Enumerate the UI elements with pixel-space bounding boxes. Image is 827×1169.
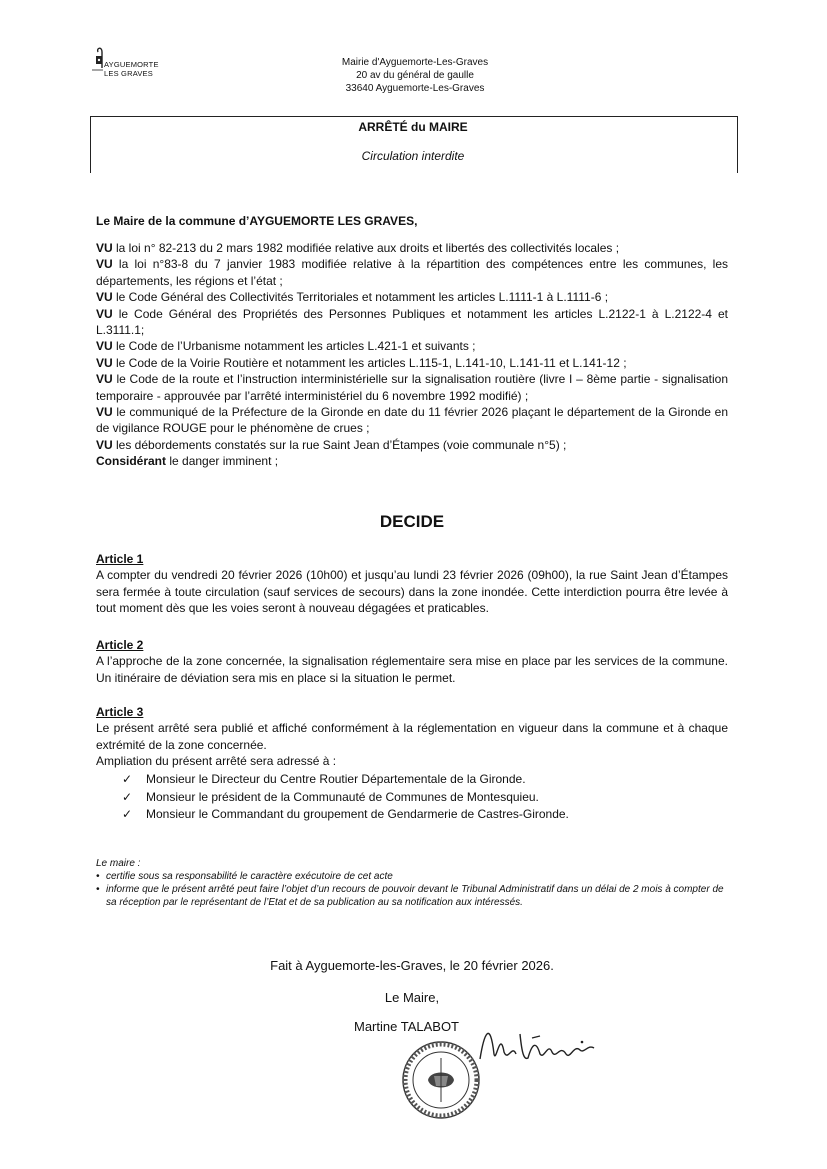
bullet-icon: • <box>96 884 100 895</box>
mairie-name: Mairie d'Ayguemorte-Les-Graves <box>341 57 489 68</box>
article-2 <box>96 637 728 686</box>
mairie-street: 20 av du général de gaulle <box>356 70 474 81</box>
decide-heading: DECIDE <box>379 512 445 531</box>
article-3-body: Le présent arrêté sera publié et affiché conformément à la réglementation en vigueur dans la commune et à chaque extrémité de la zone concernée. <box>96 721 728 752</box>
ampliation-list <box>122 771 722 824</box>
note-item: • informe que le présent arrêté peut faire l’objet d’un recours de pouvoir devant le Tribunal Administratif dans un délai de 2 mois à compter de sa réception par le représentant de l’Etat et de sa publication au sa notification aux intéressés. <box>96 884 724 908</box>
visa-item: VU le Code Général des Propriétés des Personnes Publiques et notamment les articles L.2122-1 à L.2122-4 et L.3111.1; <box>96 306 728 338</box>
notes-heading: Le maire : <box>96 858 141 869</box>
visa-item: VU le Code de l’Urbanisme notamment les articles L.421-1 et suivants ; <box>96 339 476 354</box>
signatory-name: Martine TALABOT <box>354 1019 459 1034</box>
article-1-title: Article 1 <box>96 552 144 566</box>
checkmark-icon: ✓ <box>122 772 133 786</box>
arrete-subtitle: Circulation interdite <box>361 149 465 163</box>
visa-item: VU les débordements constatés sur la rue Saint Jean d’Étampes (voie communale n°5) ; <box>96 437 567 452</box>
article-3-title: Article 3 <box>96 705 144 719</box>
considerant-item: Considérant le danger imminent ; <box>96 454 279 469</box>
logo-text <box>104 60 159 78</box>
article-1 <box>96 551 728 617</box>
bullet-icon: • <box>96 871 100 882</box>
checkmark-icon: ✓ <box>122 789 133 804</box>
fait-a-line: Fait à Ayguemorte-les-Graves, le 20 février 2026. <box>270 958 554 973</box>
mairie-city: 33640 Ayguemorte-Les-Graves <box>345 83 485 94</box>
article-1-body: A compter du vendredi 20 février 2026 (10h00) et jusqu’au lundi 23 février 2026 (09h00), la rue Saint Jean d’Étampes sera fermée à toute circulation (sauf services de secours) dans la zone inondée. Cette interdiction pourra être levée à tout moment dès que les voies seront à nouveau dégagées et praticables. <box>96 568 728 616</box>
legal-notes <box>96 857 728 909</box>
arrete-title: ARRÊTÉ du MAIRE <box>358 120 468 134</box>
ampliation-item: ✓ Monsieur le Directeur du Centre Routier Départementale de la Gironde. <box>122 771 722 789</box>
visa-item: VU le communiqué de la Préfecture de la Gironde en date du 11 février 2026 plaçant le département de la Gironde en de vigilance ROUGE pour le phénomène de crues ; <box>96 405 728 436</box>
article-2-title: Article 2 <box>96 638 144 652</box>
logo-text-line2: LES GRAVES <box>104 69 153 78</box>
handwritten-signature <box>470 1014 610 1074</box>
ampliation-item: ✓ Monsieur le Commandant du groupement de Gendarmerie de Castres-Gironde. <box>122 806 722 824</box>
note-item: • certifie sous sa responsabilité le caractère exécutoire de cet acte <box>96 871 393 882</box>
article-3 <box>96 704 728 770</box>
visa-item: VU la loi n° 82-213 du 2 mars 1982 modifiée relative aux droits et libertés des collectivités locales ; <box>96 241 620 255</box>
ampliation-item: ✓ Monsieur le président de la Communauté de Communes de Montesquieu. <box>122 789 722 807</box>
checkmark-icon: ✓ <box>122 807 133 821</box>
mairie-address <box>300 56 530 95</box>
signatory-role: Le Maire, <box>384 990 440 1005</box>
article-2-body: A l’approche de la zone concernée, la signalisation réglementaire sera mise en place par les services de la commune. Un itinéraire de déviation sera mis en place si la situation le permet. <box>96 654 728 685</box>
visa-item: VU le Code Général des Collectivités Territoriales et notamment les articles L.1111-1 à L.1111-6 ; <box>96 290 609 305</box>
ampliation-intro: Ampliation du présent arrêté sera adressé à : <box>96 754 337 769</box>
visa-item: VU le Code de la route et l’instruction interministérielle sur la signalisation routière (livre I – 8ème partie - signalisation temporaire - approuvée par l’arrêté interministériel du 6 novembre 1992 modifié) ; <box>96 372 728 403</box>
visa-item: VU la loi n°83-8 du 7 janvier 1983 modifiée relative à la répartition des compétences entre les communes, les départements, les régions et l’état ; <box>96 257 728 288</box>
intro-line: Le Maire de la commune d’AYGUEMORTE LES GRAVES, <box>96 214 418 228</box>
visas-block <box>96 240 728 470</box>
visa-item: VU le Code de la Voirie Routière et notamment les articles L.115-1, L.141-10, L.141-11 et L.141-12 ; <box>96 355 627 370</box>
logo-text-line1: AYGUEMORTE <box>104 60 159 69</box>
